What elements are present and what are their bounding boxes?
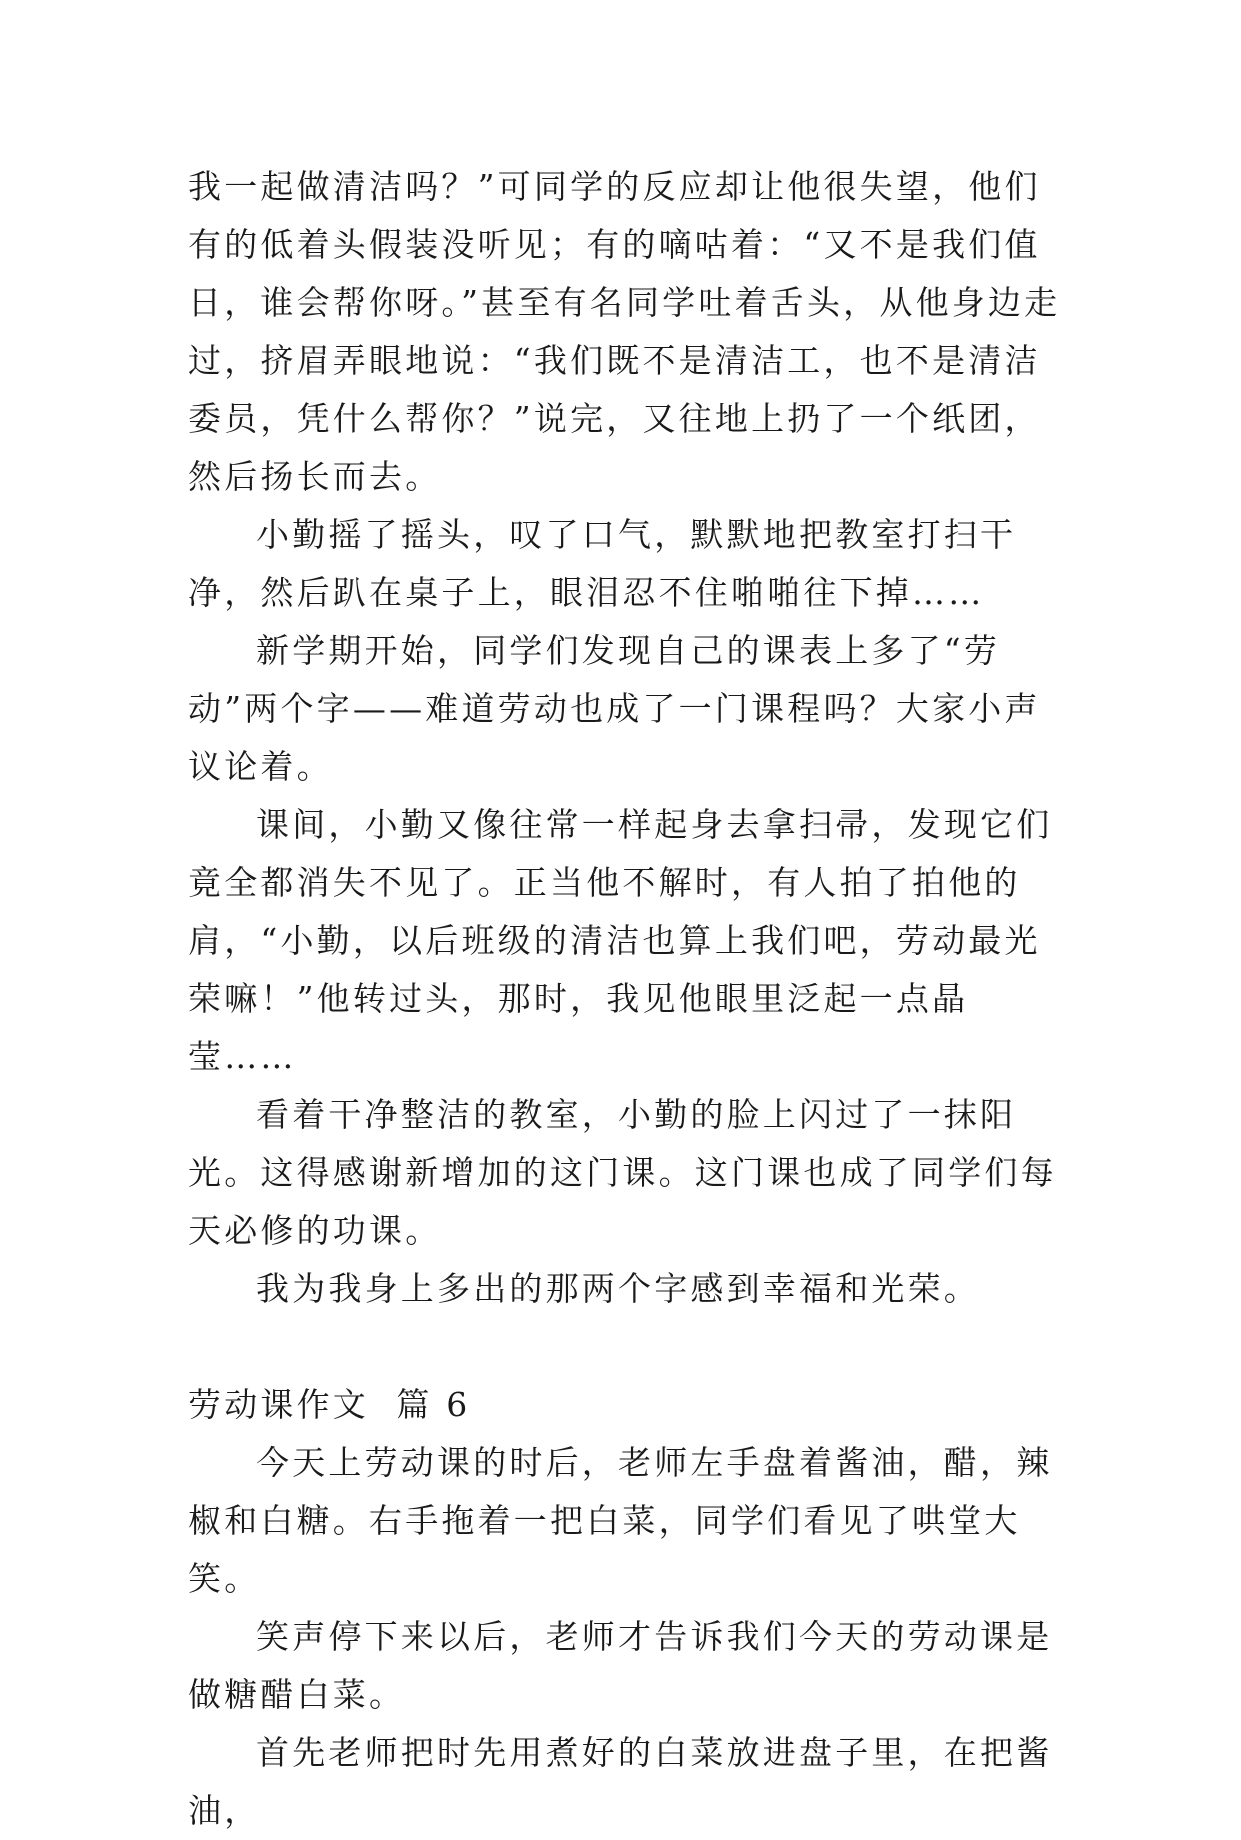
- paragraph: 看着干净整洁的教室，小勤的脸上闪过了一抹阳光。这得感谢新增加的这门课。这门课也成了同学们每天必修的功课。: [188, 1095, 1057, 1250]
- paragraph: 新学期开始，同学们发现自己的课表上多了“劳动”两个字——难道劳动也成了一门课程吗？大家小声议论着。: [188, 631, 1041, 786]
- paragraph: 我为我身上多出的那两个字感到幸福和光荣。: [256, 1269, 980, 1308]
- paragraph: 小勤摇了摇头，叹了口气，默默地把教室打扫干净，然后趴在桌子上，眼泪忍不住啪啪往下掉……: [188, 515, 1017, 612]
- section-heading: 劳动课作文 篇 6: [188, 1385, 471, 1424]
- paragraph: 今天上劳动课的时后，老师左手盘着酱油，醋，辣椒和白糖。右手拖着一把白菜，同学们看见了哄堂大笑。: [188, 1443, 1053, 1598]
- paragraph: 课间，小勤又像往常一样起身去拿扫帚，发现它们竟全都消失不见了。正当他不解时，有人拍了拍他的肩，“小勤，以后班级的清洁也算上我们吧，劳动最光荣嘛！”他转过头，那时，我见他眼里泛起一点晶莹……: [188, 805, 1053, 1076]
- paragraph: 首先老师把时先用煮好的白菜放进盘子里，在把酱油，: [188, 1733, 1053, 1830]
- document-body: [188, 158, 1068, 1840]
- paragraph: 我一起做清洁吗？”可同学的反应却让他很失望，他们有的低着头假装没听见；有的嘀咕着：“又不是我们值日，谁会帮你呀。”甚至有名同学吐着舌头，从他身边走过，挤眉弄眼地说：“我们既不是清洁工，也不是清洁委员，凭什么帮你？”说完，又往地上扔了一个纸团，然后扬长而去。: [188, 167, 1061, 496]
- paragraph: 笑声停下来以后，老师才告诉我们今天的劳动课是做糖醋白菜。: [188, 1617, 1053, 1714]
